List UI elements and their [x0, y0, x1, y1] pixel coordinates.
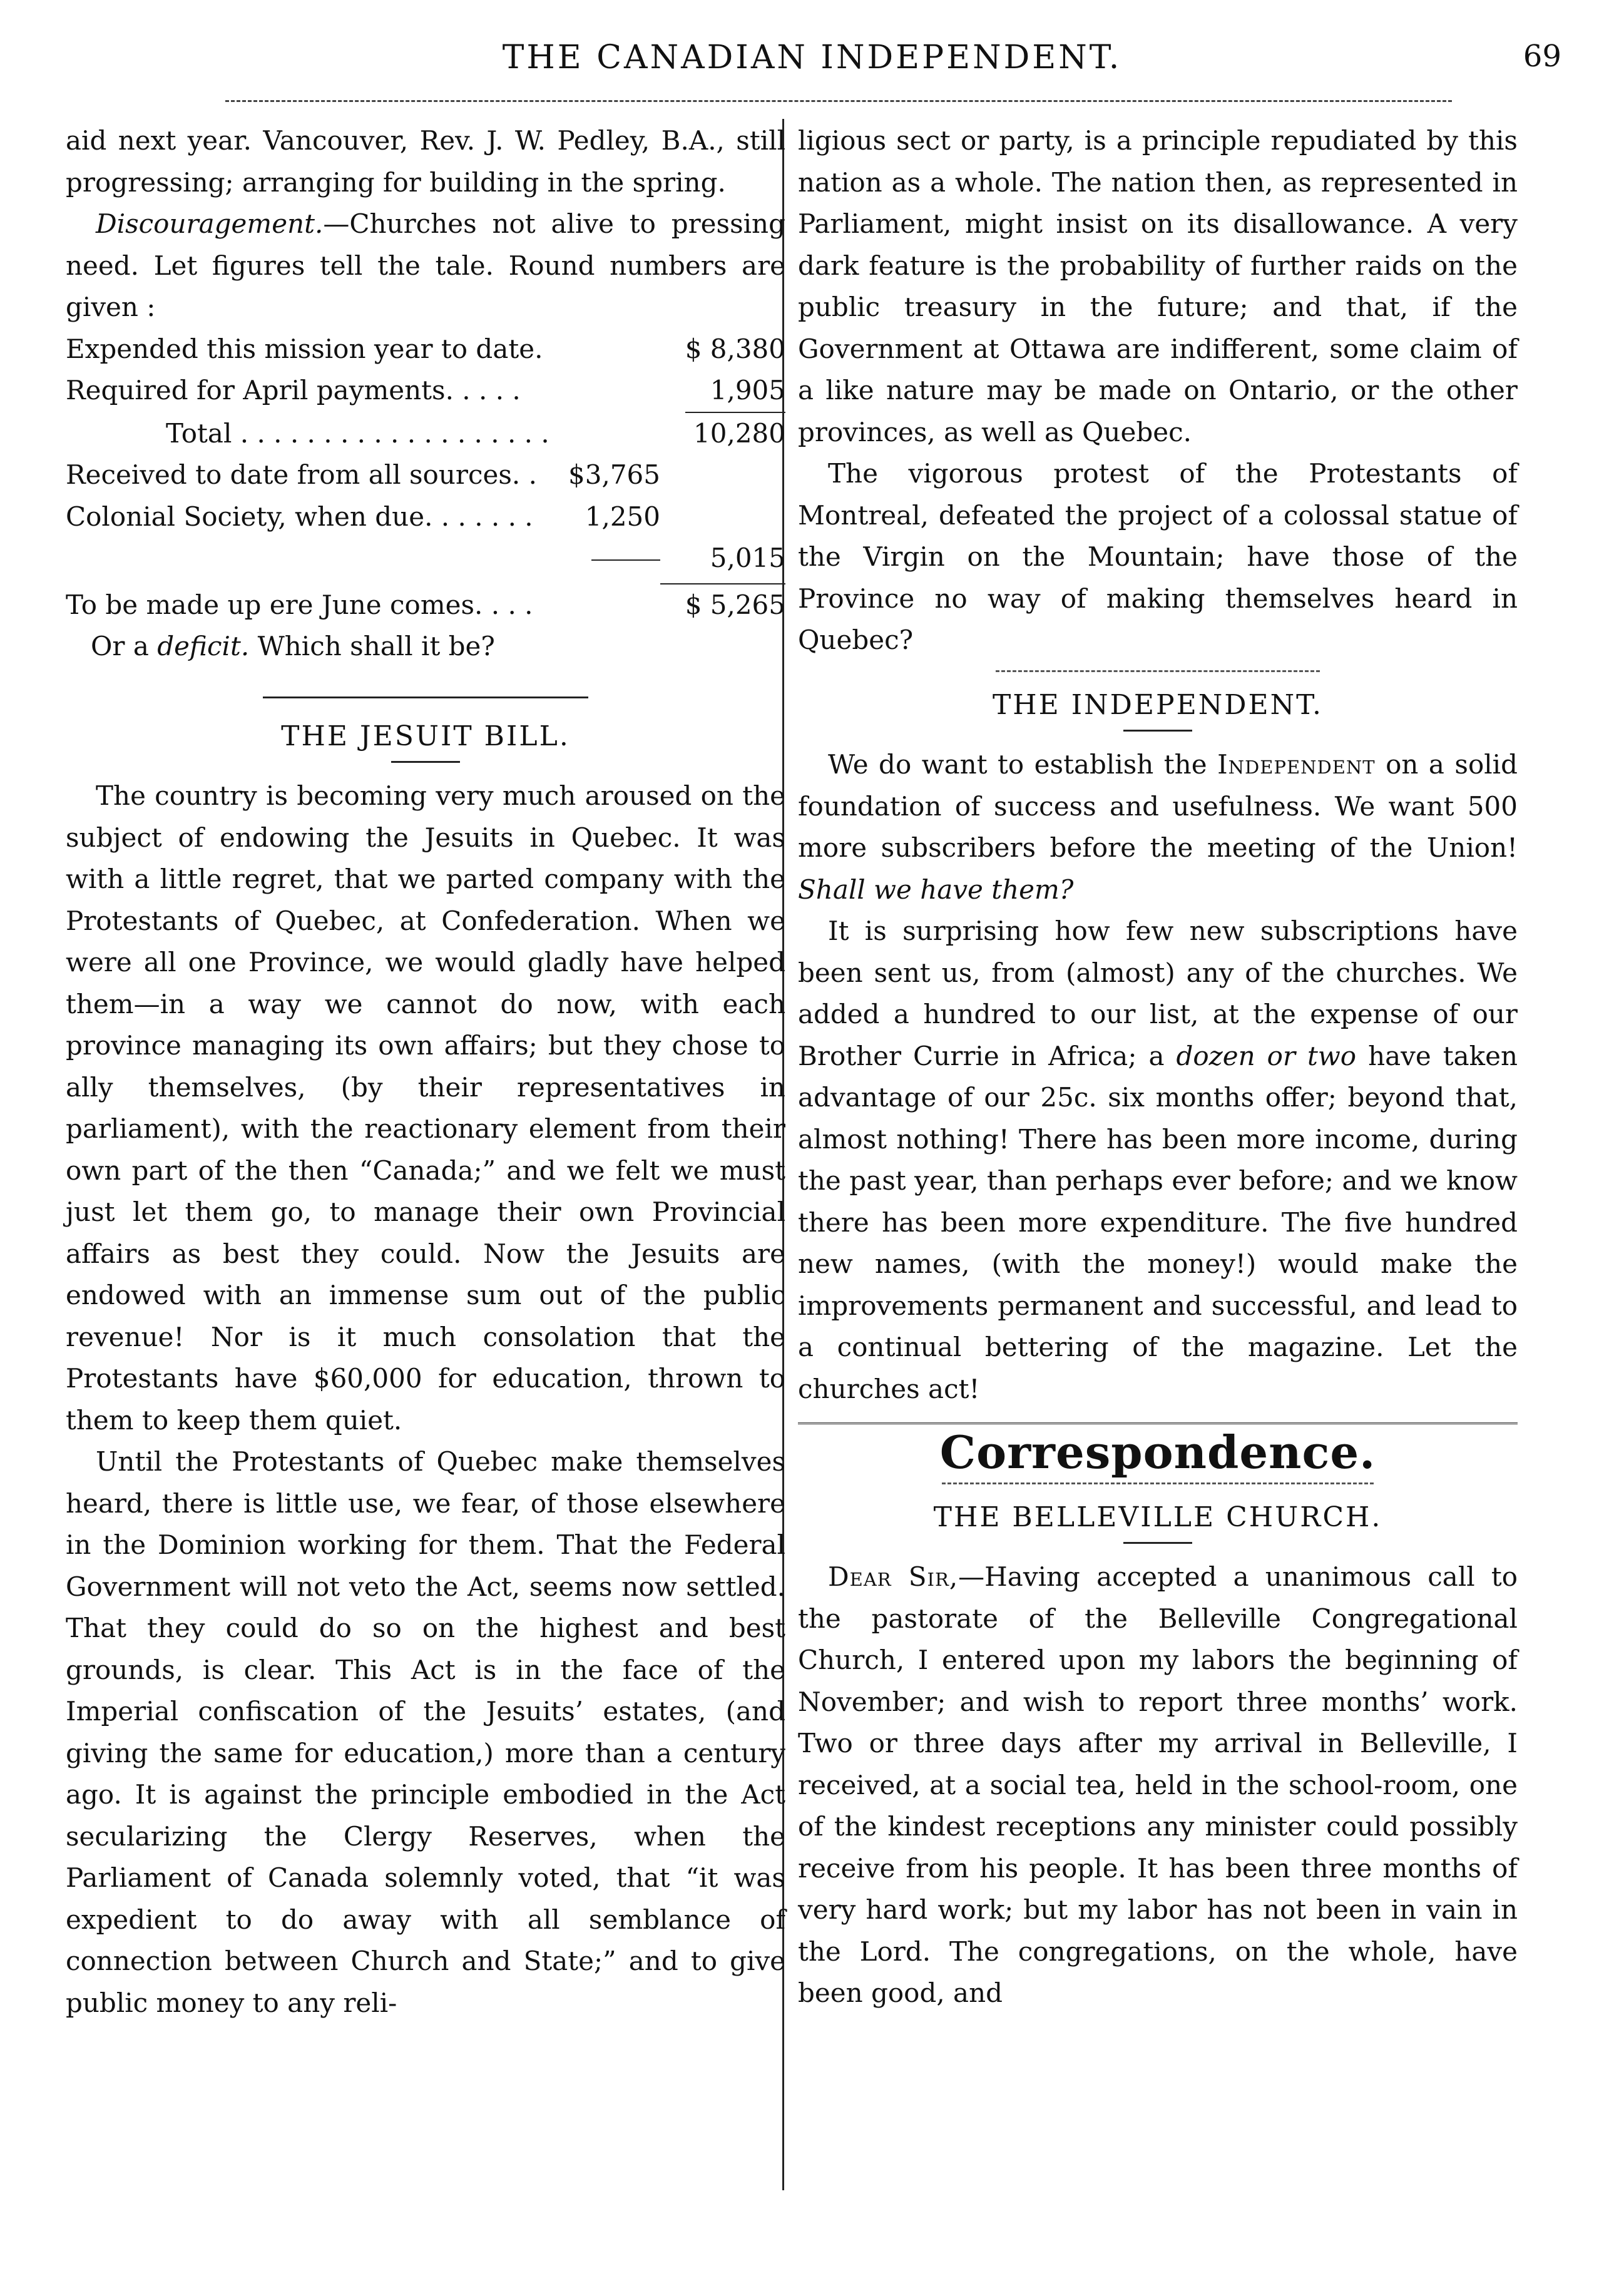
account-table — [66, 329, 785, 668]
account-row-subtotal — [66, 538, 785, 579]
salutation: Dear Sir, — [828, 1561, 959, 1592]
section-rule — [263, 697, 588, 698]
account-label: Received to date from all sources. . — [66, 459, 537, 490]
account-value: 1,250 — [585, 501, 660, 532]
magazine-name: Independent — [1217, 749, 1376, 780]
independent-heading: THE INDEPENDENT. — [992, 688, 1324, 721]
account-label: Required for April payments. . . . . — [66, 375, 521, 406]
text-run: have taken advantage of our 25c. six months offer; beyond that, almost nothing! There has been more income, during the past year, than perhaps ever before; and we know there has been more expenditure. The five hundred new names, (with the money!) would make the improvements permanent and successful, and lead to a continual bettering of the magazine. Let the churches act! — [798, 1040, 1518, 1404]
account-label: Expended this mission year to date. — [66, 333, 543, 364]
section-rule — [996, 670, 1320, 672]
left-column — [66, 120, 785, 2024]
heading-rule — [391, 761, 460, 763]
account-row-colonial — [66, 496, 785, 538]
heading-rule — [1123, 1542, 1192, 1544]
belleville-letter — [798, 1556, 1518, 2014]
deficit-pre: Or a — [91, 631, 149, 661]
continued-paragraph: ligious sect or party, is a principle repudiated by this nation as a whole. The nation then, as represented in Parliament, might insist on its disallowance. A very dark feature is the probability of further raids on the public treasury in the future; and that, if the Government at Ottawa are indifferent, some claim of a like nature may be made on Ontario, or the other provinces, as well as Quebec. — [798, 125, 1518, 447]
account-label: To be made up ere June comes. . . . — [66, 589, 533, 620]
account-value: $ 8,380 — [685, 333, 785, 364]
protest-paragraph: The vigorous protest of the Protestants of Montreal, defeated the project of a colossal statue of the Virgin on the Mountain; have those of the Province no way of making themselves heard in Quebec? — [798, 458, 1518, 655]
jesuit-paragraph-2: Until the Protestants of Quebec make themselves heard, there is little use, we fear, of those elsewhere in the Dominion working for them. That the Federal Government will not veto the Act, seems now settled. That they could do so on the highest and best grounds, is clear. This Act is in the face of the Imperial confiscation of the Jesuits’ estates, (and giving the same for education,) more than a century ago. It is against the principle embodied in the Act secularizing the Clergy Reserves, when the Parliament of Canada solemnly voted, that “it was expedient to do away with all semblance of connection between Church and State;” and to give public money to any reli- — [66, 1446, 785, 2018]
right-column — [798, 120, 1518, 2014]
belleville-heading: THE BELLEVILLE CHURCH. — [933, 1501, 1382, 1533]
account-value: 5,015 — [710, 543, 785, 573]
account-row-received — [66, 454, 785, 496]
account-row-required — [66, 370, 785, 412]
running-title: THE CANADIAN INDEPENDENT. — [502, 39, 1122, 76]
correspondence-heading: Correspondence. — [939, 1426, 1376, 1479]
deficit-word: deficit. — [157, 631, 250, 661]
independent-paragraph-2 — [798, 911, 1518, 1410]
jesuit-paragraph-1: The country is becoming very much aroused on the subject of endowing the Jesuits in Quebec. It was with a little regret, that we parted company with the Protestants of Quebec, at Confederation. When we were all one Province, we would gladly have helped them—in a way we cannot do now, with each province managing its own affairs; but they chose to ally themselves, (by their representatives in parliament), with the reactionary element from their own part of the then “Canada;” and we felt we must just let them go, to manage their own Provincial affairs as best they could. Now the Jesuits are endowed with an immense sum out of the public revenue! Nor is it much consolation that the Protestants have $60,000 for education, thrown to them to keep them quiet. — [66, 780, 785, 1436]
account-value: 1,905 — [710, 375, 785, 406]
italic-phrase: dozen or two — [1176, 1040, 1357, 1071]
account-row-made-up — [66, 584, 785, 626]
account-row-total — [66, 413, 785, 455]
independent-paragraph-1 — [798, 744, 1518, 911]
text-run: It is surprising how few new subscriptions have been sent us, from (almost) any of the churches. We added a hundred to our list, at the expense of our Brother Currie in Africa; a — [798, 916, 1518, 1071]
deficit-post: Which shall it be? — [257, 631, 495, 661]
deficit-line — [66, 626, 785, 668]
continued-paragraph: aid next year. Vancouver, Rev. J. W. Pedley, B.A., still progressing; arranging for building in the spring. — [66, 125, 785, 198]
heading-rule — [1123, 730, 1192, 732]
section-rule — [942, 1483, 1374, 1484]
page-number: 69 — [1523, 39, 1561, 74]
discouragement-text: —Churches not alive to pressing need. Let figures tell the tale. Round numbers are given : — [66, 208, 785, 322]
header-rule — [225, 100, 1452, 102]
account-label: Colonial Society, when due. . . . . . . — [66, 501, 533, 532]
letter-text: —Having accepted a unanimous call to the pastorate of the Belleville Congregational Church, I entered upon my labors the beginning of November; and wish to report three months’ work. Two or three days after my arrival in Belleville, I received, at a social tea, held in the school-room, one of the kindest receptions any minister could possibly receive from his people. It has been three months of very hard work; but my labor has not been in vain in the Lord. The congregations, on the whole, have been good, and — [798, 1561, 1518, 2008]
account-value: $3,765 — [568, 459, 660, 490]
account-label: Total . . . . . . . . . . . . . . . . . . . — [166, 417, 549, 449]
italic-question: Shall we have them? — [798, 874, 1074, 905]
jesuit-bill-heading: THE JESUIT BILL. — [281, 720, 570, 752]
discouragement-label: Discouragement. — [96, 208, 324, 239]
text-run: on a solid foundation of success and usefulness. We want 500 more subscribers before the meeting of the Union! — [798, 749, 1518, 863]
page-header — [63, 39, 1561, 89]
text-run: We do want to establish the — [828, 749, 1207, 780]
account-value: 10,280 — [693, 417, 785, 449]
discouragement-paragraph — [66, 203, 785, 329]
account-value: $ 5,265 — [685, 589, 785, 620]
account-row-expended — [66, 329, 785, 370]
